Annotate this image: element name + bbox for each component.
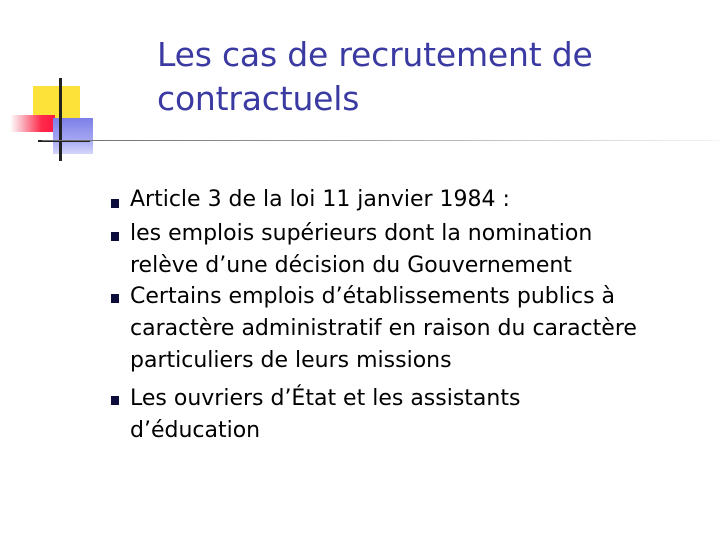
slide-title-line-1: Les cas de recrutement de	[157, 35, 593, 74]
bullet-text-2	[130, 218, 710, 282]
bullet-square-icon	[111, 396, 119, 405]
bullet-3-line-2: caractère administratif en raison du caractère	[130, 316, 637, 341]
bullet-2-line-1: les emplois supérieurs dont la nomination	[130, 221, 593, 246]
bullet-3-line-1: Certains emplois d’établissements publics à	[130, 284, 615, 309]
bullet-square-icon	[111, 232, 119, 241]
bullet-4-line-2: d’éducation	[130, 418, 261, 443]
bullet-text-1	[130, 184, 710, 216]
bullet-2-line-2: relève d’une décision du Gouvernement	[130, 253, 572, 278]
bullet-3-line-3: particuliers de leurs missions	[130, 348, 452, 373]
bullet-square-icon	[111, 199, 119, 208]
bullet-4-line-1: Les ouvriers d’État et les assistants	[130, 386, 521, 411]
slide-title-line-2: contractuels	[157, 79, 360, 118]
bullet-text-4	[130, 383, 710, 447]
bullet-1-line-1: Article 3 de la loi 11 janvier 1984 :	[130, 187, 510, 212]
bullet-square-icon	[111, 294, 119, 303]
bullet-text-3	[130, 281, 710, 377]
